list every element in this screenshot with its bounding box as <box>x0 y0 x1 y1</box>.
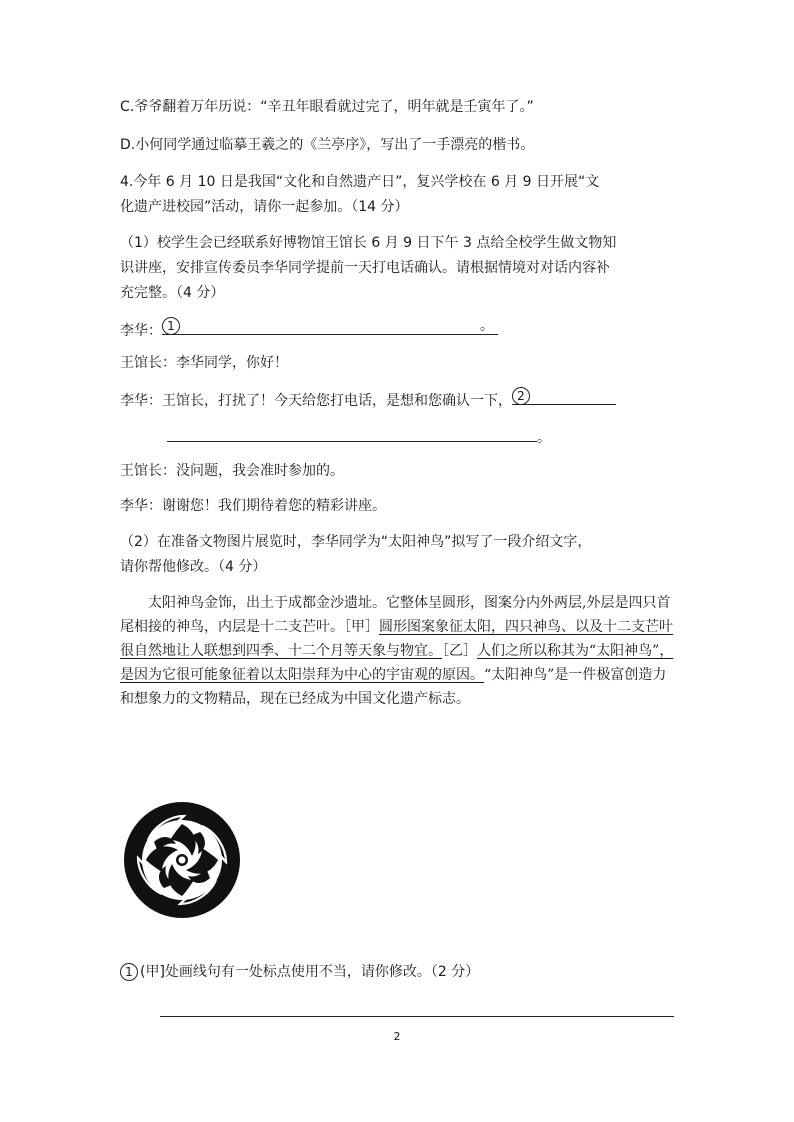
sun-bird-paragraph <box>120 591 680 711</box>
dialog-wang-1: 王馆长：李华同学，你好！ <box>120 355 288 371</box>
dialog-lihua-2 <box>120 388 616 411</box>
dialog-lihua-2-cont <box>167 425 551 448</box>
option-d: D.小何同学通过临摹王羲之的《兰亭序》，写出了一手漂亮的楷书。 <box>120 137 535 153</box>
final-question-text: (甲]处画线句有一处标点使用不当，请你修改。（2 分） <box>140 964 480 980</box>
underlined-sentence-jia: 圆形图案象征太阳，四只神鸟、以及十二支芒叶很自然地让人联想到四季、十二个月等天象与物宜。 <box>120 619 673 659</box>
sun-bird-image <box>122 800 242 920</box>
speaker-label: 李华： <box>120 323 162 339</box>
part1-line1: （1）校学生会已经联系好博物馆王馆长 6 月 9 日下午 3 点给全校学生做文物知 <box>120 235 617 251</box>
dialog-lihua-3: 李华：谢谢您！我们期待着您的精彩讲座。 <box>120 498 386 514</box>
answer-blank-2b[interactable] <box>167 425 537 442</box>
final-answer-blank[interactable] <box>160 1016 674 1017</box>
underlined-sentence-yi: 人们之所以称其为“太阳神鸟”，是因为它很可能象征着以太阳崇拜为中心的宇宙观的原因。 <box>120 643 674 683</box>
circled-number-2: 2 <box>512 387 530 405</box>
blank-period: 。 <box>480 318 494 334</box>
para-text-2: “太阳神鸟”是一件极富创造力和想象力的文物精品，现在已经成为中国文化遗产标志。 <box>120 667 667 707</box>
mark-yi: ［乙］ <box>442 643 477 659</box>
dialog-lihua-1 <box>120 318 498 341</box>
circled-number-final: 1 <box>120 963 138 981</box>
part1-line2: 识讲座，安排宣传委员李华同学提前一天打电话确认。请根据情境对对话内容补 <box>120 260 610 276</box>
part1-line3: 充完整。（4 分） <box>120 285 225 301</box>
option-c: C.爷爷翻着万年历说：“辛丑年眼看就过完了，明年就是壬寅年了。” <box>120 99 534 115</box>
part2-line2: 请你帮他修改。（4 分） <box>120 559 267 575</box>
question-4-line2: 化遗产进校园”活动，请你一起参加。（14 分） <box>120 199 409 215</box>
lihua-2-text: 李华：王馆长，打扰了！今天给您打电话，是想和您确认一下， <box>120 393 512 409</box>
answer-blank-1[interactable] <box>162 318 498 335</box>
final-question <box>120 962 479 982</box>
part2-line1: （2）在准备文物图片展览时，李华同学为“太阳神鸟”拟写了一段介绍文字， <box>120 534 592 550</box>
dialog-wang-2: 王馆长：没问题，我会准时参加的。 <box>120 463 344 479</box>
blank-2-period: 。 <box>537 430 551 446</box>
page-number: 2 <box>393 1030 401 1043</box>
answer-blank-2a[interactable] <box>512 388 616 405</box>
question-4-line1: 4.今年 6 月 10 日是我国“文化和自然遗产日”，复兴学校在 6 月 9 日开展“文 <box>120 174 600 190</box>
para-text-1: 太阳神鸟金饰，出土于成都金沙遗址。它整体呈圆形，图案分内外两层,外层是四只首尾相接的神鸟，内层是十二支芒叶。［甲］ <box>120 595 671 635</box>
circled-number-1: 1 <box>162 317 180 335</box>
